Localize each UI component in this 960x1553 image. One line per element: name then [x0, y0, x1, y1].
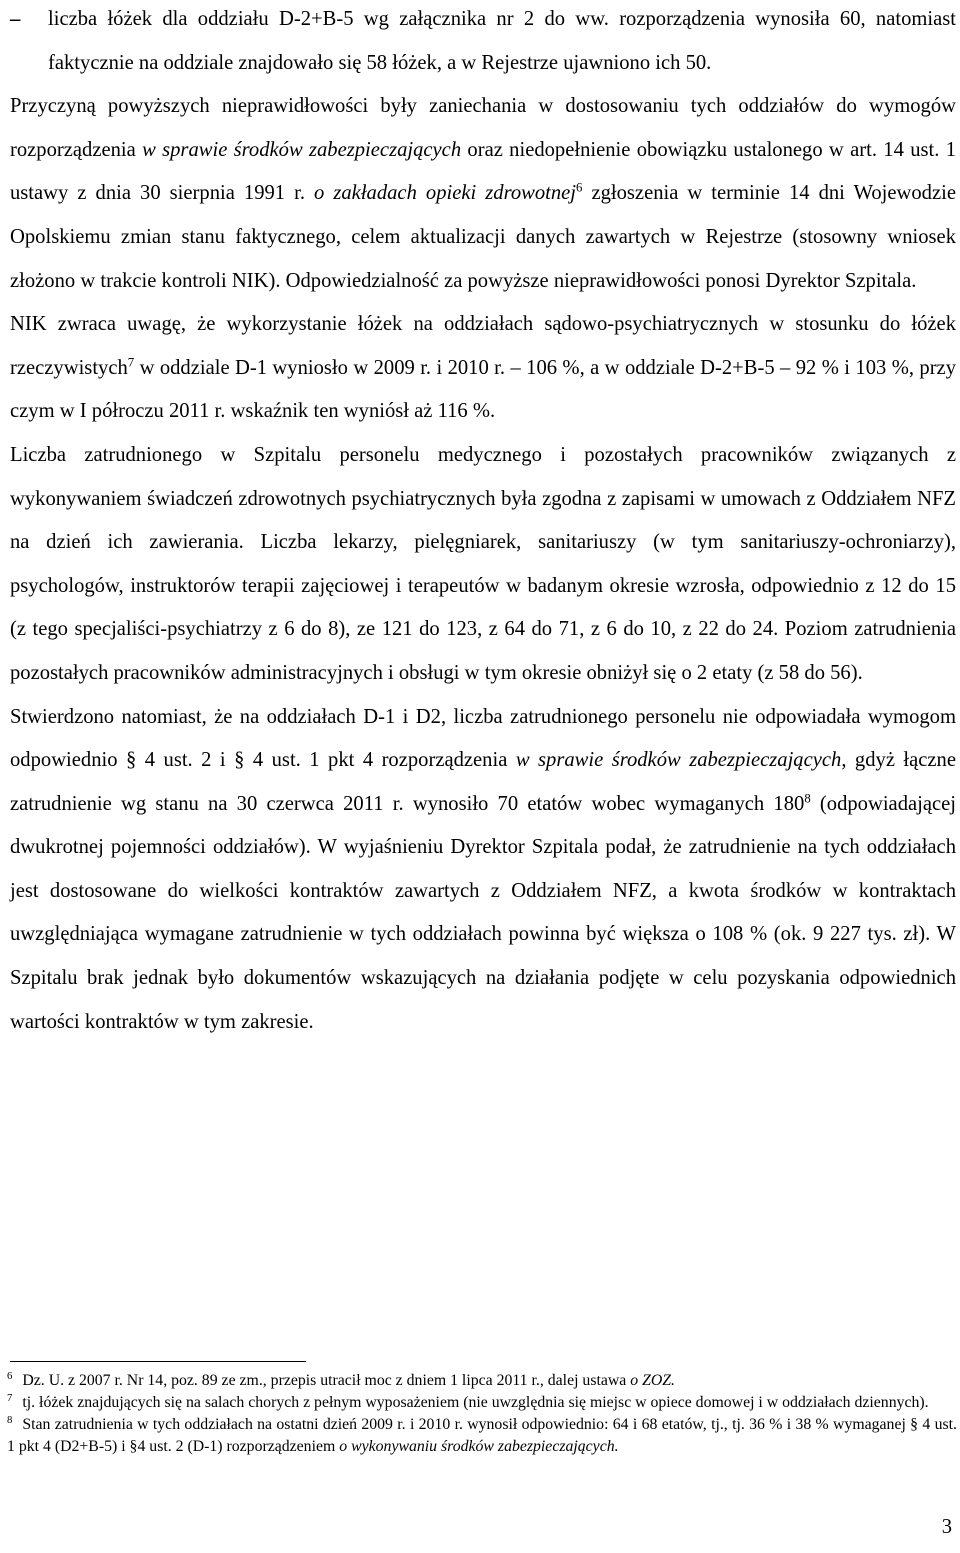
paragraph-text: Przyczyną powyższych nieprawidłowości były zaniechania w dostosowaniu tych oddziałów do wymogów rozporządzenia [10, 95, 956, 161]
footnote-text: Dz. U. z 2007 r. Nr 14, poz. 89 ze zm., przepis utracił moc z dniem 1 lipca 2011 r., dalej ustawa [22, 1372, 631, 1389]
italic-text: o wykonywaniu środków zabezpieczających. [339, 1438, 619, 1455]
italic-text: o zakładach opieki zdrowotnej [314, 182, 577, 205]
footnote-7 [7, 1392, 957, 1414]
footnotes [7, 1370, 957, 1458]
italic-text: w sprawie środków zabezpieczających [142, 138, 462, 161]
footnote-mark: 7 [7, 1392, 13, 1405]
footnote-text: tj. łóżek znajdujących się na salach chorych z pełnym wyposażeniem (nie uwzględnia się miejsc w opiece domowej i w oddziałach dziennych). [22, 1394, 929, 1411]
footnote-ref-7: 7 [127, 355, 135, 370]
footnote-6 [7, 1370, 957, 1392]
footnote-mark: 6 [7, 1370, 13, 1383]
footnote-ref-6: 6 [576, 180, 583, 195]
footnote-mark: 8 [7, 1414, 13, 1427]
paragraph-1 [10, 85, 956, 303]
paragraph-4 [10, 696, 956, 1045]
italic-text: w sprawie środków zabezpieczających [515, 749, 842, 772]
paragraph-text: zgłoszenia w terminie 14 dni Wojewodzie Opolskiemu zmian stanu faktycznego, celem aktualizacji danych zawartych w Rejestrze (stosowny wniosek złożono w trakcie kontroli NIK). Odpowiedzialność za powyższe nieprawidłowości ponosi Dyrektor Szpitala. [10, 182, 956, 292]
italic-text: o ZOZ. [630, 1372, 676, 1389]
bullet-dash: – [10, 8, 21, 30]
paragraph-3: Liczba zatrudnionego w Szpitalu personelu medycznego i pozostałych pracowników związanych z wykonywaniem świadczeń zdrowotnych psychiatrycznych była zgodna z zapisami w umowach z Oddziałem NFZ na dzień ich zawierania. Liczba lekarzy, pielęgniarek, sanitariuszy (w tym sanitariuszy-ochroniarzy), psychologów, instruktorów terapii zajęciowej i terapeutów w badanym okresie wzrosła, odpowiednio z 12 do 15 (z tego specjaliści-psychiatrzy z 6 do 8), ze 121 do 123, z 64 do 71, z 6 do 10, z 22 do 24. Poziom zatrudnienia pozostałych pracowników administracyjnych i obsługi w tym okresie obniżył się o 2 etaty (z 58 do 56). [10, 443, 956, 684]
paragraph-text: oraz niedopełnienie obowiązku ustalonego w art. 14 ust. 1 ustawy z dnia 30 sierpnia 1991 r. [10, 138, 956, 205]
list-item [10, 0, 956, 85]
footnote-text: Stan zatrudnienia w tych oddziałach na ostatni dzień 2009 r. i 2010 r. wynosił odpowiednio: 64 i 68 etatów, tj., tj. 36 % i 38 % wymaganej § 4 ust. 1 pkt 4 (D2+B-5) i §4 ust. 2 (D-1) rozporządzeniem [7, 1416, 957, 1455]
list-item-text: liczba łóżek dla oddziału D-2+B-5 wg załącznika nr 2 do ww. rozporządzenia wynosiła 60, natomiast faktycznie na oddziale znajdowało się 58 łóżek, a w Rejestrze ujawniono ich 50. [48, 8, 956, 74]
paragraph-text: w oddziale D-1 wyniosło w 2009 r. i 2010 r. – 106 %, a w oddziale D-2+B-5 – 92 % i 103 %, przy czym w I półroczu 2011 r. wskaźnik ten wyniósł aż 116 %. [10, 356, 956, 423]
footnote-ref-8: 8 [804, 791, 811, 806]
paragraph-text: (odpowiadającej dwukrotnej pojemności oddziałów). W wyjaśnieniu Dyrektor Szpitala podał, że zatrudnienie na tych oddziałach jest dostosowane do wielkości kontraktów zawartych z Oddziałem NFZ, a kwota środków w kontraktach uwzględniająca wymagane zatrudnienie w tych oddziałach powinna być większa o 108 % (ok. 9 227 tys. zł). W Szpitalu brak jednak było dokumentów wskazujących na działania podjęte w celu pozyskania odpowiednich wartości kontraktów w tym zakresie. [10, 792, 956, 1033]
footnote-8 [7, 1414, 957, 1458]
footnote-separator [10, 1361, 306, 1362]
paragraph-text: , gdyż łączne zatrudnienie wg stanu na 30 czerwca 2011 r. wynosiło 70 etatów wobec wymaganych 180 [10, 749, 956, 815]
paragraph-2 [10, 303, 956, 434]
paragraph-text: NIK zwraca uwagę, że wykorzystanie łóżek na oddziałach sądowo-psychiatrycznych w stosunku do łóżek rzeczywistych [10, 313, 956, 379]
body-text [10, 0, 956, 1044]
paragraph-text: Stwierdzono natomiast, że na oddziałach D-1 i D2, liczba zatrudnionego personelu nie odpowiadała wymogom odpowiednio § 4 ust. 2 i § 4 ust. 1 pkt 4 rozporządzenia [10, 705, 956, 772]
page-number: 3 [941, 1516, 952, 1538]
